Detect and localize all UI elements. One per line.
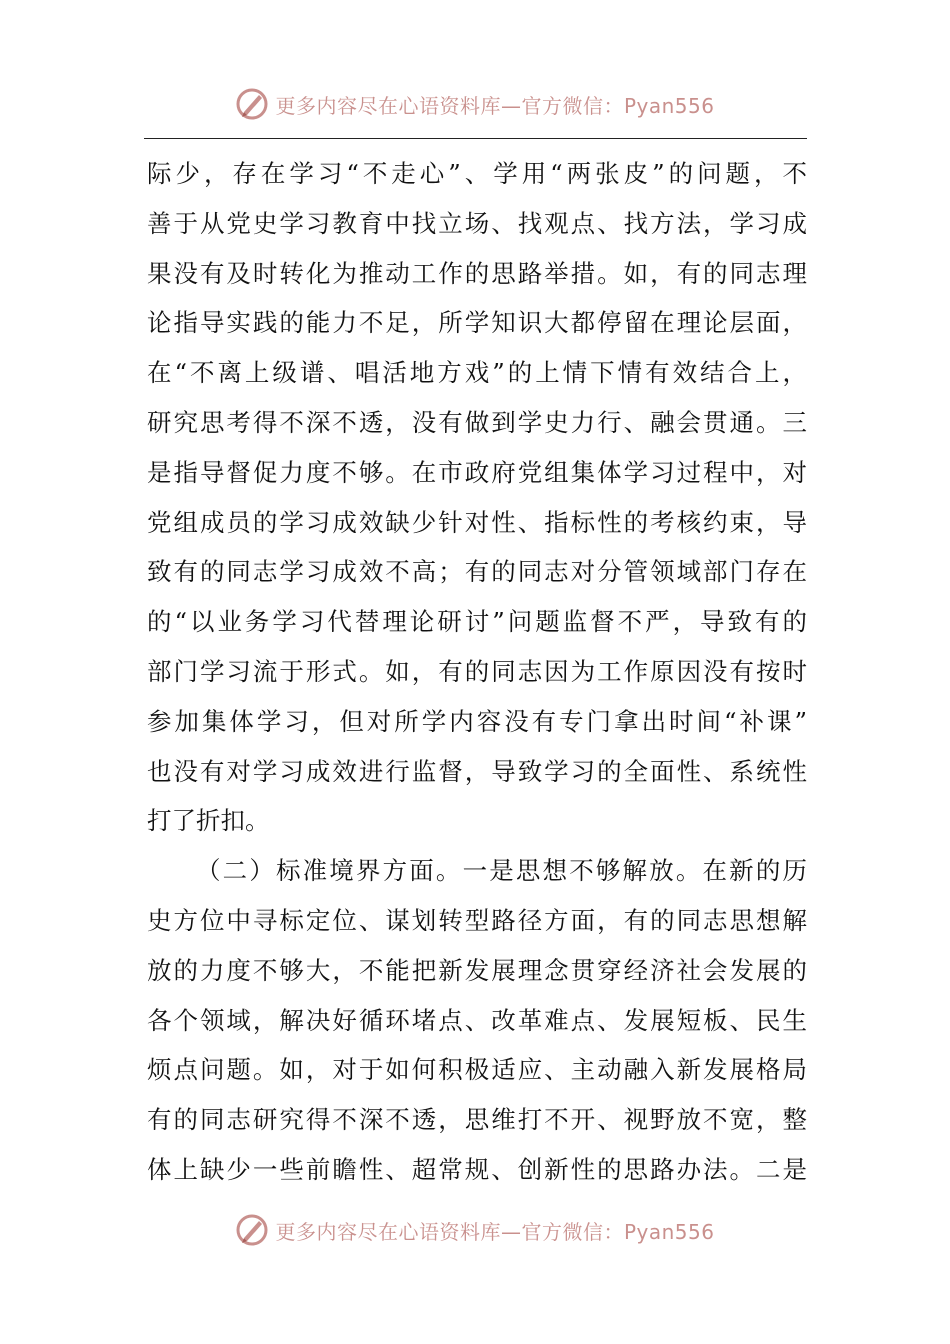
text-line: 各个领域，解决好循环堵点、改革难点、发展短板、民生 bbox=[147, 1005, 807, 1035]
text-line: 研究思考得不深不透，没有做到学史力行、融会贯通。三 bbox=[147, 407, 807, 437]
text-line: 党组成员的学习成效缺少针对性、指标性的考核约束，导 bbox=[147, 507, 807, 537]
pen-circle-logo-icon bbox=[235, 1213, 269, 1247]
text-line: 善于从党史学习教育中找立场、找观点、找方法，学习成 bbox=[147, 208, 807, 238]
text-line: 论指导实践的能力不足，所学知识大都停留在理论层面， bbox=[147, 308, 807, 338]
text-line: 在“不离上级谱、唱活地方戏”的上情下情有效结合上， bbox=[147, 358, 807, 388]
text-line: 体上缺少一些前瞻性、超常规、创新性的思路办法。二是 bbox=[147, 1154, 807, 1184]
text-line: 际少，存在学习“不走心”、学用“两张皮”的问题，不 bbox=[147, 159, 807, 188]
text-line: 也没有对学习成效进行监督，导致学习的全面性、系统性 bbox=[147, 756, 807, 786]
page-footer bbox=[0, 1210, 950, 1250]
text-line: 有的同志研究得不深不透，思维打不开、视野放不宽，整 bbox=[147, 1105, 807, 1135]
text-line: 史方位中寻标定位、谋划转型路径方面，有的同志思想解 bbox=[147, 905, 807, 935]
paragraph-end-line: 打了折扣。 bbox=[147, 806, 270, 836]
text-line: 致有的同志学习成效不高；有的同志对分管领域部门存在 bbox=[147, 557, 807, 587]
text-line: 果没有及时转化为推动工作的思路举措。如，有的同志理 bbox=[147, 258, 807, 288]
text-line: 参加集体学习，但对所学内容没有专门拿出时间“补课” bbox=[147, 706, 807, 736]
footer-brand-text: 更多内容尽在心语资料库—官方微信：Pyan556 bbox=[275, 1219, 715, 1244]
pen-circle-logo-icon bbox=[235, 87, 269, 121]
page-header bbox=[0, 84, 950, 124]
header-brand-text: 更多内容尽在心语资料库—官方微信：Pyan556 bbox=[275, 93, 715, 118]
text-line: 烦点问题。如，对于如何积极适应、主动融入新发展格局 bbox=[147, 1055, 807, 1085]
section-heading-line: （二）标准境界方面。一是思想不够解放。在新的历 bbox=[196, 856, 807, 886]
text-line: 是指导督促力度不够。在市政府党组集体学习过程中，对 bbox=[147, 457, 807, 487]
text-line: 部门学习流于形式。如，有的同志因为工作原因没有按时 bbox=[147, 656, 807, 686]
text-line: 的“以业务学习代替理论研讨”问题监督不严，导致有的 bbox=[147, 607, 807, 637]
document-body bbox=[147, 153, 807, 1199]
header-divider bbox=[144, 138, 807, 139]
text-line: 放的力度不够大，不能把新发展理念贯穿经济社会发展的 bbox=[147, 955, 807, 985]
